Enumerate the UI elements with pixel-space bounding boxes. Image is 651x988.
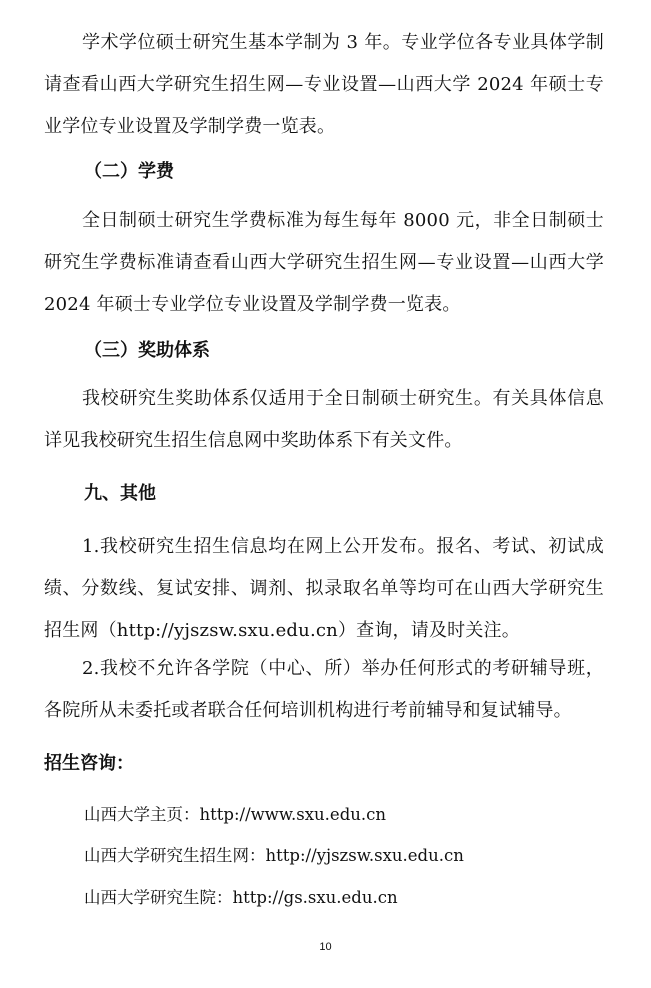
paragraph-tuition: 全日制硕士研究生学费标准为每生每年 8000 元，非全日制硕士研究生学费标准请查看山西大学研究生招生网—专业设置—山西大学 2024 年硕士专业学位专业设置及学制学费一览表。 [44, 210, 604, 315]
contact-admissions-site: 山西大学研究生招生网：http://yjszsw.sxu.edu.cn [84, 846, 464, 865]
contact-graduate-school: 山西大学研究生院：http://gs.sxu.edu.cn [84, 888, 398, 907]
paragraph-other-1: 1.我校研究生招生信息均在网上公开发布。报名、考试、初试成绩、分数线、复试安排、调剂、拟录取名单等均可在山西大学研究生招生网（http://yjszsw.sxu.edu.cn）查询，请及时关注。 [44, 536, 604, 641]
heading-tuition: （二）学费 [84, 161, 174, 182]
heading-aid-system: （三）奖助体系 [84, 340, 210, 361]
contact-university-homepage: 山西大学主页：http://www.sxu.edu.cn [84, 805, 386, 824]
page-number: 10 [319, 941, 332, 953]
paragraph-other-2: 2.我校不允许各学院（中心、所）举办任何形式的考研辅导班，各院所从未委托或者联合任何培训机构进行考前辅导和复试辅导。 [44, 658, 604, 721]
heading-admissions-consult: 招生咨询： [44, 753, 134, 774]
paragraph-study-duration: 学术学位硕士研究生基本学制为 3 年。专业学位各专业具体学制请查看山西大学研究生招生网—专业设置—山西大学 2024 年硕士专业学位专业设置及学制学费一览表。 [44, 32, 604, 137]
heading-other: 九、其他 [84, 483, 156, 504]
paragraph-aid-system: 我校研究生奖助体系仅适用于全日制硕士研究生。有关具体信息详见我校研究生招生信息网中奖助体系下有关文件。 [44, 388, 604, 451]
